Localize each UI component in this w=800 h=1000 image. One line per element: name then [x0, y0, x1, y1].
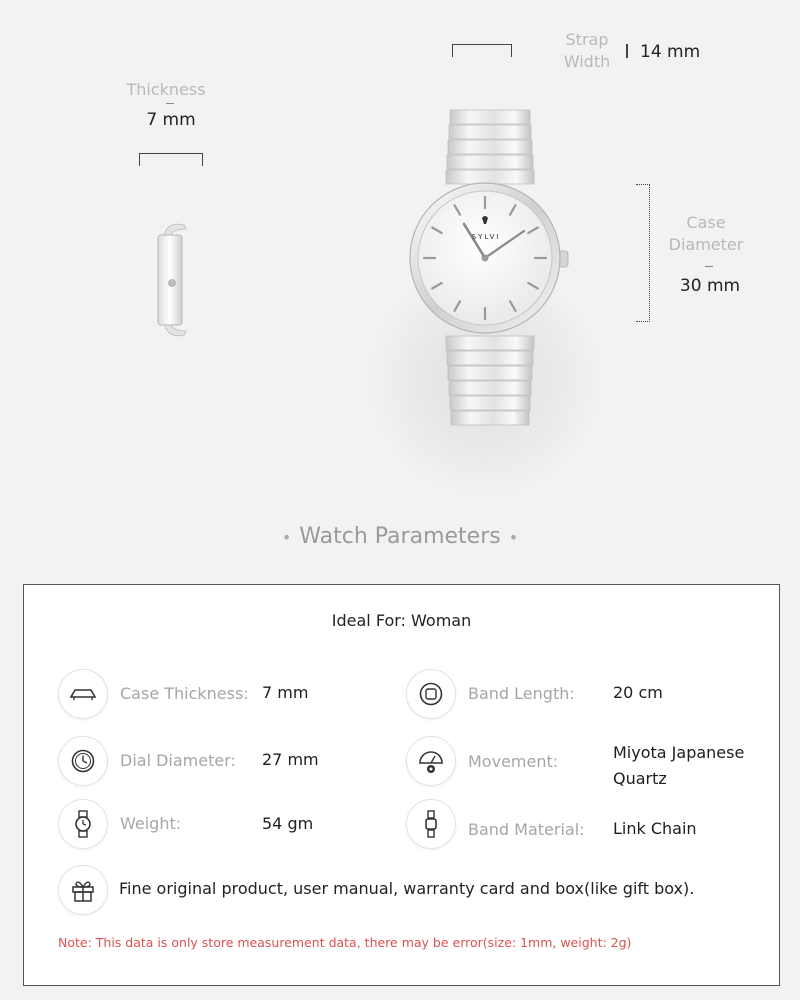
band-material-icon: [406, 799, 456, 849]
thickness-value: 7 mm: [146, 110, 196, 130]
case-diameter-label-line2: Diameter: [668, 235, 744, 254]
strap-width-label-line1: Strap: [565, 30, 609, 49]
ideal-for-text: Ideal For: Woman: [331, 611, 472, 630]
strap-width-value: 14 mm: [640, 42, 701, 62]
watch-side-view: [150, 215, 200, 345]
spec-extras: [58, 865, 108, 915]
case-thickness-icon: [58, 669, 108, 719]
spec-dial-diameter: [58, 736, 108, 786]
section-title: [0, 524, 800, 549]
extras-text: Fine original product, user manual, warranty card and box(like gift box).: [119, 879, 695, 898]
watch-front-view: [400, 100, 580, 440]
thickness-label: Thickness: [126, 80, 206, 99]
strap-width-label-line2: Width: [563, 52, 611, 71]
title-bullet-right: •: [508, 528, 519, 547]
band-length-icon: [406, 669, 456, 719]
parameters-card: [23, 584, 780, 986]
case-thickness-value: 7 mm: [262, 683, 309, 702]
spec-weight: [58, 799, 108, 849]
case-diameter-label-line1: Case: [686, 213, 726, 232]
case-thickness-label: Case Thickness:: [120, 684, 249, 703]
strap-width-divider: [626, 44, 628, 58]
thickness-bracket: [139, 153, 203, 166]
movement-label: Movement:: [468, 752, 559, 771]
spec-band-length: [406, 669, 456, 719]
gift-icon: [58, 865, 108, 915]
watch-brand-logo: SYLVI: [471, 233, 501, 241]
strap-width-bracket: [452, 44, 512, 57]
band-material-value: Link Chain: [613, 819, 697, 838]
measurement-note: Note: This data is only store measurement data, there may be error(size: 1mm, weight: 2g): [58, 935, 632, 950]
movement-value-line1: Miyota Japanese: [613, 743, 745, 762]
movement-value-line2: Quartz: [613, 769, 667, 788]
spec-movement: [406, 736, 456, 786]
movement-icon: [406, 736, 456, 786]
thickness-dash: [166, 103, 174, 104]
case-diameter-bracket: [636, 184, 650, 322]
case-diameter-value: 30 mm: [679, 276, 741, 296]
weight-value: 54 gm: [262, 814, 314, 833]
band-length-value: 20 cm: [613, 683, 663, 702]
spec-band-material: [406, 799, 456, 849]
band-material-label: Band Material:: [468, 820, 585, 839]
section-title-text: Watch Parameters: [299, 524, 501, 549]
spec-case-thickness: [58, 669, 108, 719]
weight-icon: [58, 799, 108, 849]
title-bullet-left: •: [281, 528, 292, 547]
dial-diameter-label: Dial Diameter:: [120, 751, 236, 770]
weight-label: Weight:: [120, 814, 182, 833]
case-diameter-dash: [705, 266, 713, 267]
dial-diameter-icon: [58, 736, 108, 786]
dial-diameter-value: 27 mm: [262, 750, 319, 769]
band-length-label: Band Length:: [468, 684, 575, 703]
